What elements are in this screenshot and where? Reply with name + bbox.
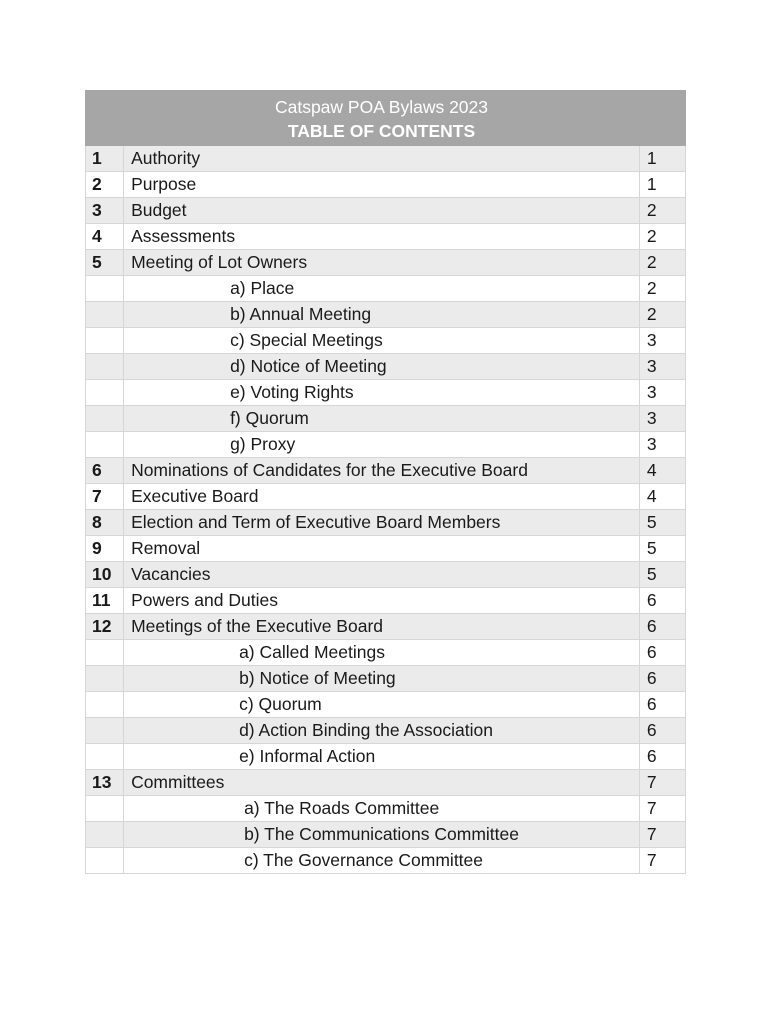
page-number: 1 xyxy=(639,172,685,198)
table-of-contents xyxy=(85,90,686,874)
toc-subsection-row[interactable] xyxy=(86,666,686,692)
section-number: 9 xyxy=(86,536,124,562)
section-title: b) The Communications Committee xyxy=(124,822,640,848)
section-title: Meeting of Lot Owners xyxy=(124,250,640,276)
toc-subsection-row[interactable] xyxy=(86,302,686,328)
section-number: 10 xyxy=(86,562,124,588)
section-title: Election and Term of Executive Board Members xyxy=(124,510,640,536)
section-number xyxy=(86,718,124,744)
toc-section-row[interactable] xyxy=(86,614,686,640)
section-title: d) Action Binding the Association xyxy=(124,718,640,744)
page-number: 5 xyxy=(639,510,685,536)
section-title: b) Notice of Meeting xyxy=(124,666,640,692)
section-number: 7 xyxy=(86,484,124,510)
section-number xyxy=(86,380,124,406)
section-number xyxy=(86,744,124,770)
section-number xyxy=(86,848,124,874)
page-number: 3 xyxy=(639,432,685,458)
page-number: 6 xyxy=(639,718,685,744)
toc-subsection-row[interactable] xyxy=(86,640,686,666)
section-title: a) The Roads Committee xyxy=(124,796,640,822)
section-title: e) Informal Action xyxy=(124,744,640,770)
section-number: 12 xyxy=(86,614,124,640)
section-title: d) Notice of Meeting xyxy=(124,354,640,380)
section-title: b) Annual Meeting xyxy=(124,302,640,328)
page-number: 2 xyxy=(639,276,685,302)
section-title: Assessments xyxy=(124,224,640,250)
section-number: 2 xyxy=(86,172,124,198)
section-number xyxy=(86,796,124,822)
page-number: 3 xyxy=(639,380,685,406)
section-title: c) Special Meetings xyxy=(124,328,640,354)
section-title: Meetings of the Executive Board xyxy=(124,614,640,640)
section-title: Executive Board xyxy=(124,484,640,510)
toc-section-row[interactable] xyxy=(86,172,686,198)
page-number: 1 xyxy=(639,146,685,172)
page-number: 6 xyxy=(639,640,685,666)
page-number: 2 xyxy=(639,250,685,276)
section-number xyxy=(86,406,124,432)
page-number: 2 xyxy=(639,302,685,328)
page-number: 7 xyxy=(639,796,685,822)
section-number: 13 xyxy=(86,770,124,796)
section-title: c) The Governance Committee xyxy=(124,848,640,874)
toc-heading: TABLE OF CONTENTS xyxy=(287,121,476,141)
section-title: f) Quorum xyxy=(124,406,640,432)
toc-section-row[interactable] xyxy=(86,588,686,614)
page-number: 2 xyxy=(639,198,685,224)
toc-subsection-row[interactable] xyxy=(86,718,686,744)
section-title: Vacancies xyxy=(124,562,640,588)
toc-subsection-row[interactable] xyxy=(86,380,686,406)
section-number: 8 xyxy=(86,510,124,536)
section-number xyxy=(86,302,124,328)
section-title: Budget xyxy=(124,198,640,224)
toc-section-row[interactable] xyxy=(86,484,686,510)
page-number: 3 xyxy=(639,354,685,380)
toc-section-row[interactable] xyxy=(86,770,686,796)
page-number: 5 xyxy=(639,562,685,588)
section-title: Purpose xyxy=(124,172,640,198)
section-number: 6 xyxy=(86,458,124,484)
toc-body xyxy=(86,146,686,874)
header-spacer xyxy=(86,91,124,146)
toc-section-row[interactable] xyxy=(86,510,686,536)
section-number xyxy=(86,328,124,354)
section-title: a) Called Meetings xyxy=(124,640,640,666)
toc-subsection-row[interactable] xyxy=(86,822,686,848)
section-title: Nominations of Candidates for the Executive Board xyxy=(124,458,640,484)
page-number: 2 xyxy=(639,224,685,250)
toc-section-row[interactable] xyxy=(86,198,686,224)
section-number: 1 xyxy=(86,146,124,172)
page-number: 4 xyxy=(639,484,685,510)
page-number: 3 xyxy=(639,406,685,432)
section-number xyxy=(86,640,124,666)
page-number: 7 xyxy=(639,848,685,874)
toc-section-row[interactable] xyxy=(86,458,686,484)
page-number: 4 xyxy=(639,458,685,484)
page-number: 6 xyxy=(639,692,685,718)
page-number: 5 xyxy=(639,536,685,562)
toc-subsection-row[interactable] xyxy=(86,432,686,458)
section-number xyxy=(86,432,124,458)
section-number: 11 xyxy=(86,588,124,614)
toc-subsection-row[interactable] xyxy=(86,744,686,770)
page-number: 6 xyxy=(639,614,685,640)
toc-section-row[interactable] xyxy=(86,536,686,562)
page-number: 7 xyxy=(639,770,685,796)
document-title: Catspaw POA Bylaws 2023 xyxy=(274,97,488,117)
section-title: g) Proxy xyxy=(124,432,640,458)
header-spacer xyxy=(639,91,685,146)
section-number xyxy=(86,692,124,718)
header-title-cell xyxy=(124,91,640,146)
toc-subsection-row[interactable] xyxy=(86,328,686,354)
section-number xyxy=(86,354,124,380)
page-number: 7 xyxy=(639,822,685,848)
section-title: Removal xyxy=(124,536,640,562)
section-title: e) Voting Rights xyxy=(124,380,640,406)
section-title: Powers and Duties xyxy=(124,588,640,614)
page-number: 3 xyxy=(639,328,685,354)
toc-subsection-row[interactable] xyxy=(86,692,686,718)
section-title: Authority xyxy=(124,146,640,172)
section-number: 4 xyxy=(86,224,124,250)
section-title: c) Quorum xyxy=(124,692,640,718)
section-number xyxy=(86,276,124,302)
toc-header-row xyxy=(86,91,686,146)
page-number: 6 xyxy=(639,588,685,614)
toc-subsection-row[interactable] xyxy=(86,406,686,432)
toc-subsection-row[interactable] xyxy=(86,354,686,380)
section-number xyxy=(86,666,124,692)
toc-section-row[interactable] xyxy=(86,146,686,172)
toc-section-row[interactable] xyxy=(86,224,686,250)
section-title: a) Place xyxy=(124,276,640,302)
section-number xyxy=(86,822,124,848)
toc-section-row[interactable] xyxy=(86,562,686,588)
section-title: Committees xyxy=(124,770,640,796)
toc-section-row[interactable] xyxy=(86,250,686,276)
toc-subsection-row[interactable] xyxy=(86,276,686,302)
toc-subsection-row[interactable] xyxy=(86,848,686,874)
section-number: 5 xyxy=(86,250,124,276)
toc-subsection-row[interactable] xyxy=(86,796,686,822)
page-number: 6 xyxy=(639,666,685,692)
section-number: 3 xyxy=(86,198,124,224)
page-number: 6 xyxy=(639,744,685,770)
